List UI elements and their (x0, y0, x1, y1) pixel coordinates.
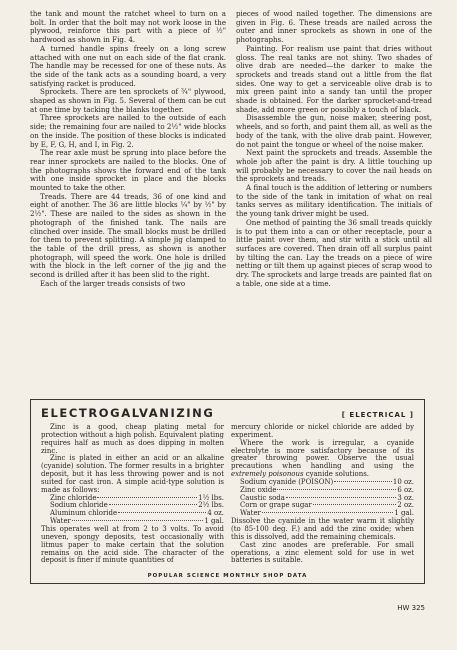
ingredient-name: Sodium chloride (50, 501, 108, 510)
box-left-column (41, 424, 224, 565)
box-paragraph: mercury chloride or nickel chloride are added by experiment. (231, 423, 414, 439)
box-right-column (231, 424, 414, 565)
ingredient-amount: 1½ lbs. (198, 493, 224, 502)
paragraph: A final touch is the addition of lettering or numbers to the side of the tank in imitation of what on real tanks serves as military identification. The initials of the young tank driver might be used. (236, 183, 432, 219)
paragraph: Disassemble the gun, noise maker, steering post, wheels, and so forth, and paint them all, as well as the body of the tank, with the olive drab paint. However, do not paint the tongue or wheel of the noise maker. (236, 113, 432, 149)
ingredient-amount: 4 oz. (207, 509, 224, 518)
right-text-column (236, 10, 432, 289)
ingredient-name: Zinc chloride (50, 493, 97, 502)
ingredient-name: Water (240, 509, 261, 518)
box-paragraph: This operates well at from 2 to 3 volts. To avoid uneven, spongy deposits, test occasionally with litmus paper to make certain that the solution remains on the acid side. The character of the deposit is finer if minute quantities of (41, 524, 224, 565)
paragraph: Sprockets. There are ten sprockets of ¾" plywood, shaped as shown in Fig. 5. Several of them can be cut at one time by tacking the blanks together. (30, 87, 226, 114)
ingredient-amount: 1 gal. (394, 509, 414, 518)
ingredient-amount: 2½ lbs. (198, 501, 224, 510)
paragraph: the tank and mount the ratchet wheel to turn on a bolt. In order that the bolt may not work loose in the plywood, reinforce this part with a piece of ½" hardwood as shown in Fig. 4. (30, 9, 226, 45)
ingredient-name: Zinc oxide (240, 485, 277, 494)
box-paragraph: Dissolve the cyanide in the water warm it slightly (to 85-100 deg. F.) and add the zinc oxide; when this is dissolved, add the remaining chemicals. (231, 517, 414, 541)
paragraph: pieces of wood nailed together. The dimensions are given in Fig. 6. These treads are nailed across the outer and inner sprockets as shown in one of the photographs. (236, 9, 432, 45)
ingredient-amount: 1 gal. (204, 517, 224, 526)
paragraph: A turned handle spins freely on a long screw attached with one nut on each side of the flat crank. The handle may be recessed for one of these nuts. As the side of the tank acts as a sounding board, a very satisfying racket is produced. (30, 43, 226, 88)
box-paragraph: Cast zinc anodes are preferable. For small operations, a zinc element sold for use in wet batteries is suitable. (231, 540, 414, 565)
ingredient-amount: 6 oz. (397, 485, 414, 494)
box-header (41, 406, 414, 420)
box-paragraph: Zinc is a good, cheap plating metal for protection without a high polish. Equivalent plating requires half as much as does dipping in molten zinc. (41, 423, 224, 455)
page-number: HW 325 (397, 604, 425, 612)
box-footer: POPULAR SCIENCE MONTHLY SHOP DATA (147, 573, 308, 579)
paragraph: The rear axle must be sprung into place before the rear inner sprockets are nailed to the blocks. One of the photographs shows the forward end of the tank with one inside sprocket in place and the blocks mounted to take the other. (30, 148, 226, 193)
paragraph: One method of painting the 36 small treads quickly is to put them into a can or other receptacle, pour a little paint over them, and stir with a stick until all surfaces are covered. Then drain off all surplus paint by tilting the can. Lay the treads on a piece of wire netting or tilt them up against pieces of scrap wood to dry. The sprockets and large treads are painted flat on a table, one side at a time. (236, 217, 432, 288)
box-title: ELECTROGALVANIZING (41, 406, 215, 420)
paragraph: Three sprockets are nailed to the outside of each side; the remaining four are nailed to 2½" wide blocks on the inside. The position of these blocks is indicated by E, F, G, H, and I, in Fig. 2. (30, 113, 226, 149)
left-text-column (30, 10, 226, 289)
ingredient-name: Caustic soda (240, 493, 285, 502)
box-category: [ ELECTRICAL ] (341, 411, 414, 419)
ingredient-amount: 3 oz. (397, 493, 414, 502)
ingredient-name: Water (50, 517, 71, 526)
ingredient-name: Corn or grape sugar (240, 501, 312, 510)
paragraph: Each of the larger treads consists of two (40, 278, 186, 288)
paragraph: Treads. There are 44 treads, 36 of one kind and eight of another. The 36 are little blocks ¼" by ½" by 2½". These are nailed to the sides as shown in the photograph of the finished tank. The nails are clinched over inside. The small blocks must be drilled for them to prevent splitting. A simple jig clamped to the table of the drill press, as shown is another photograph, will speed the work. One hole is drilled with the block in the left corner of the jig and the second is drilled after it has been slid to the right. (30, 191, 226, 280)
ingredient-name: Aluminum chloride (50, 509, 118, 518)
ingredient-name: Sodium cyanide (POISON) (240, 477, 334, 486)
warning-text: extremely poisonous (231, 470, 304, 479)
paragraph: Painting. For realism use paint that dries without gloss. The real tanks are not shiny. Two shades of olive drab are needed—the darker to make the sprockets and treads stand out a little from the flat sides. One way to get a serviceable olive drab is to mix green paint into a sandy tan until the proper shade is obtained. For the darker sprocket-and-tread shade, add more green or possibly a touch of black. (236, 43, 432, 114)
paragraph: Next paint the sprockets and treads. Assemble the whole job after the paint is dry. A little touching up will probably be necessary to cover the nail heads on the sprockets and treads. (236, 148, 432, 184)
box-paragraph: Zinc is plated in either an acid or an alkaline (cyanide) solution. The former results in a brighter deposit, but it has less throwing power and is not suited for cast iron. A simple acid-type solution is made as follows: (41, 454, 224, 494)
ingredient-amount: 2 oz. (397, 501, 414, 510)
box-paragraph: Where the work is irregular, a cyanide electrolyte is more satisfactory because of its greater throwing power. Observe the usual precautions when handling and using the extremely poisonous cyanide solutions. (231, 438, 414, 479)
ingredient-amount: 10 oz. (392, 477, 414, 486)
shop-data-box (30, 399, 425, 584)
